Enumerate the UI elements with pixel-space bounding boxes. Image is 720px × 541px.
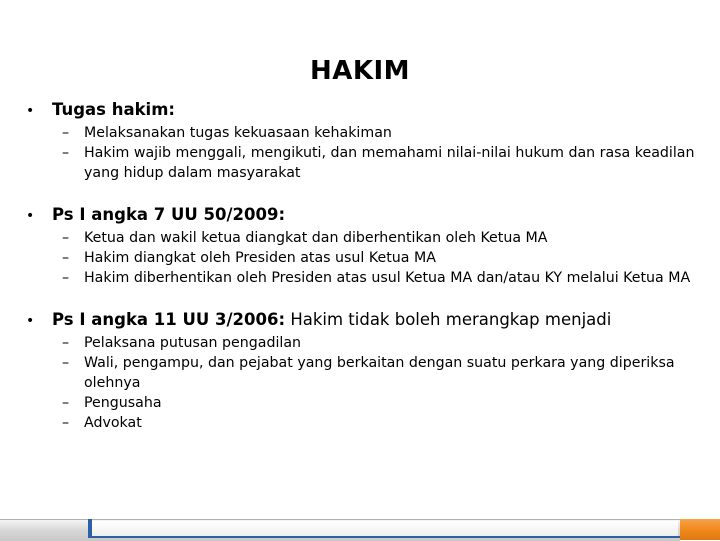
sub-item-text: Advokat	[84, 415, 142, 431]
sub-item-text: Wali, pengampu, dan pejabat yang berkaitan dengan suatu perkara yang diperiksa olehnya	[84, 355, 675, 391]
footer-white-inset	[92, 521, 678, 536]
sub-list	[62, 333, 706, 433]
sub-item-text: Pelaksana putusan pengadilan	[84, 335, 302, 351]
sub-item	[62, 393, 706, 413]
sub-item	[62, 123, 706, 143]
sub-item-text: Hakim wajib menggali, mengikuti, dan memahami nilai-nilai hukum dan rasa keadilan yang hidup dalam masyarakat	[84, 145, 695, 181]
slide-content	[26, 100, 706, 433]
sub-list	[62, 228, 706, 288]
slide-title-text: HAKIM	[309, 56, 411, 86]
bullet-section-ps-7	[26, 205, 706, 288]
section-heading	[52, 310, 611, 329]
footer-orange-block	[680, 519, 720, 540]
dash-marker: –	[62, 250, 70, 266]
sub-item-text: Pengusaha	[84, 395, 162, 411]
bullet-dot: •	[26, 103, 35, 119]
dash-marker: –	[62, 270, 70, 286]
section-heading: Ps I angka 7 UU 50/2009:	[52, 205, 286, 224]
sub-item	[62, 413, 706, 433]
dash-marker: –	[62, 355, 70, 371]
dash-marker: –	[62, 145, 70, 161]
bullet-section-tugas-hakim	[26, 100, 706, 183]
bullet-dot: •	[26, 313, 35, 329]
sub-item	[62, 228, 706, 248]
sub-item-text: Ketua dan wakil ketua diangkat dan diberhentikan oleh Ketua MA	[84, 230, 548, 246]
section-heading-bold: Ps I angka 11 UU 3/2006:	[52, 310, 286, 329]
dash-marker: –	[62, 335, 70, 351]
footer-blue-line	[92, 536, 680, 538]
section-heading: Tugas hakim:	[52, 100, 176, 119]
sub-item-text: Melaksanakan tugas kekuasaan kehakiman	[84, 125, 392, 141]
sub-item	[62, 353, 706, 393]
sub-item	[62, 143, 706, 183]
sub-item	[62, 248, 706, 268]
sub-item	[62, 333, 706, 353]
slide-title	[0, 56, 720, 86]
bullet-section-ps-11	[26, 310, 706, 433]
dash-marker: –	[62, 415, 70, 431]
sub-list	[62, 123, 706, 183]
section-heading-rest: Hakim tidak boleh merangkap menjadi	[285, 310, 612, 329]
dash-marker: –	[62, 125, 70, 141]
sub-item-text: Hakim diangkat oleh Presiden atas usul Ketua MA	[84, 250, 436, 266]
sub-item	[62, 268, 706, 288]
dash-marker: –	[62, 230, 70, 246]
dash-marker: –	[62, 395, 70, 411]
bullet-dot: •	[26, 208, 35, 224]
sub-item-text: Hakim diberhentikan oleh Presiden atas usul Ketua MA dan/atau KY melalui Ketua MA	[84, 270, 691, 286]
